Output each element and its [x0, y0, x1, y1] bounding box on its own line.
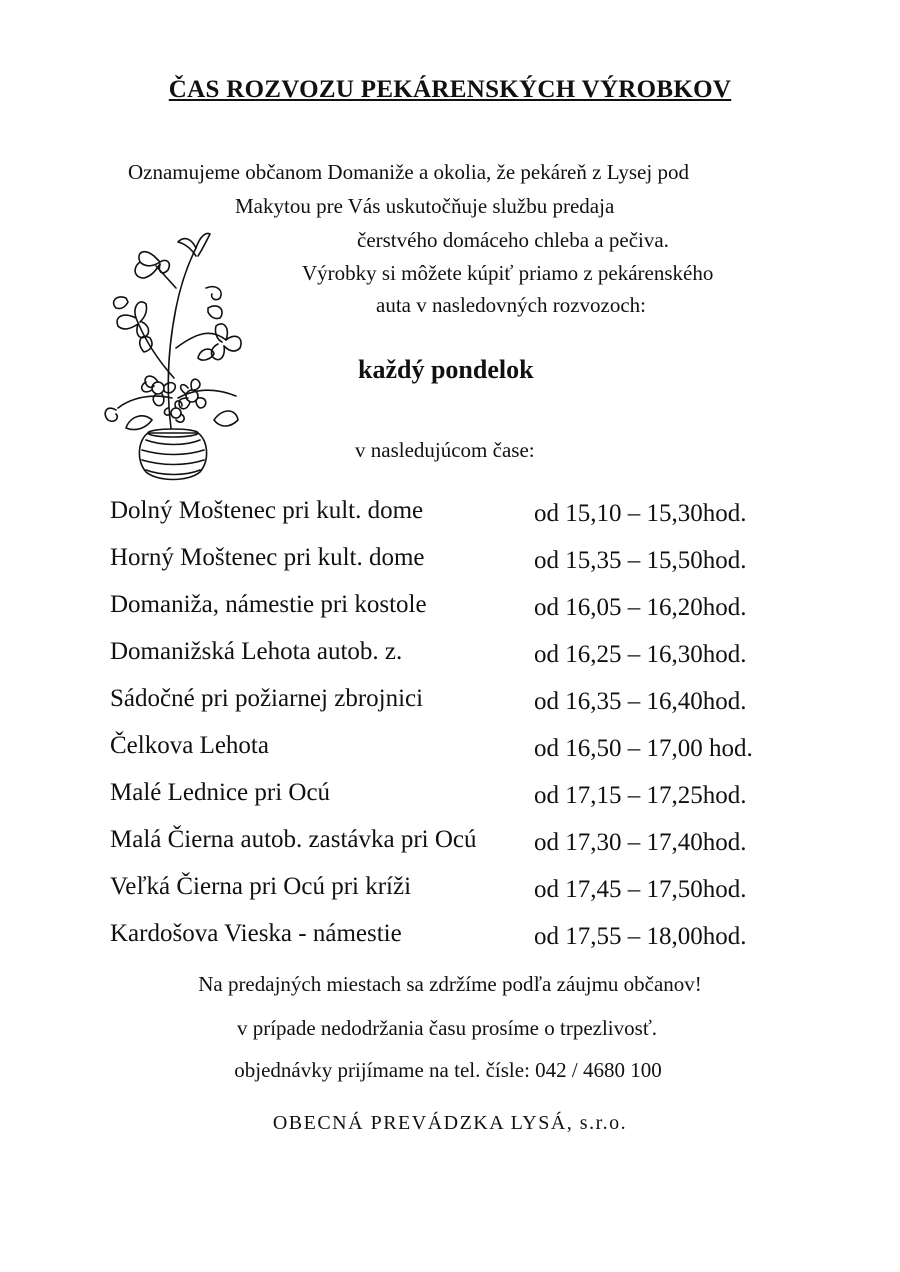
page-title: ČAS ROZVOZU PEKÁRENSKÝCH VÝROBKOV — [168, 76, 732, 103]
schedule-row — [110, 685, 810, 732]
intro-line-5: auta v nasledovných rozvozoch: — [376, 293, 646, 317]
schedule-time: od 15,35 – 15,50hod. — [534, 547, 747, 574]
schedule-place: Sádočné pri požiarnej zbrojnici — [110, 685, 424, 712]
schedule-place: Kardošova Vieska - námestie — [110, 920, 402, 947]
time-intro: v nasledujúcom čase: — [355, 438, 535, 462]
schedule-time: od 17,30 – 17,40hod. — [534, 829, 747, 856]
delivery-day: každý pondelok — [358, 355, 534, 384]
company-name: OBECNÁ PREVÁDZKA LYSÁ, s.r.o. — [272, 1112, 628, 1134]
schedule-place: Horný Moštenec pri kult. dome — [110, 544, 425, 571]
schedule-list — [110, 497, 810, 967]
schedule-row — [110, 497, 810, 544]
schedule-place: Čelkova Lehota — [110, 732, 269, 759]
schedule-time: od 17,55 – 18,00hod. — [534, 923, 747, 950]
schedule-time: od 16,50 – 17,00 hod. — [534, 735, 753, 762]
schedule-row — [110, 826, 810, 873]
schedule-place: Domaniža, námestie pri kostole — [110, 591, 427, 618]
schedule-row — [110, 638, 810, 685]
flower-vase-icon — [96, 228, 246, 484]
footer-note-patience: v prípade nedodržania času prosíme o trpezlivosť. — [236, 1016, 658, 1040]
schedule-time: od 15,10 – 15,30hod. — [534, 500, 747, 527]
schedule-place: Dolný Moštenec pri kult. dome — [110, 497, 424, 524]
footer-note-orders: objednávky prijímame na tel. čísle: 042 / 4680 100 — [234, 1058, 662, 1082]
schedule-row — [110, 779, 810, 826]
schedule-time: od 16,35 – 16,40hod. — [534, 688, 747, 715]
schedule-time: od 16,05 – 16,20hod. — [534, 594, 747, 621]
schedule-place: Malá Čierna autob. zastávka pri Ocú — [110, 826, 477, 853]
schedule-place: Malé Lednice pri Ocú — [110, 779, 331, 806]
schedule-row — [110, 544, 810, 591]
footer-note-stay: Na predajných miestach sa zdržíme podľa záujmu občanov! — [198, 972, 702, 996]
schedule-time: od 17,15 – 17,25hod. — [534, 782, 747, 809]
schedule-place: Domanižská Lehota autob. z. — [110, 638, 403, 665]
schedule-row — [110, 873, 810, 920]
schedule-row — [110, 920, 810, 967]
schedule-row — [110, 732, 810, 779]
schedule-place: Veľká Čierna pri Ocú pri kríži — [110, 873, 412, 900]
schedule-time: od 16,25 – 16,30hod. — [534, 641, 747, 668]
intro-line-4: Výrobky si môžete kúpiť priamo z pekárenského — [302, 261, 714, 285]
intro-line-1: Oznamujeme občanom Domaniže a okolia, že pekáreň z Lysej pod — [128, 160, 689, 184]
schedule-time: od 17,45 – 17,50hod. — [534, 876, 747, 903]
schedule-row — [110, 591, 810, 638]
intro-line-2: Makytou pre Vás uskutočňuje službu predaja — [235, 194, 615, 218]
intro-line-3: čerstvého domáceho chleba a pečiva. — [357, 228, 669, 252]
